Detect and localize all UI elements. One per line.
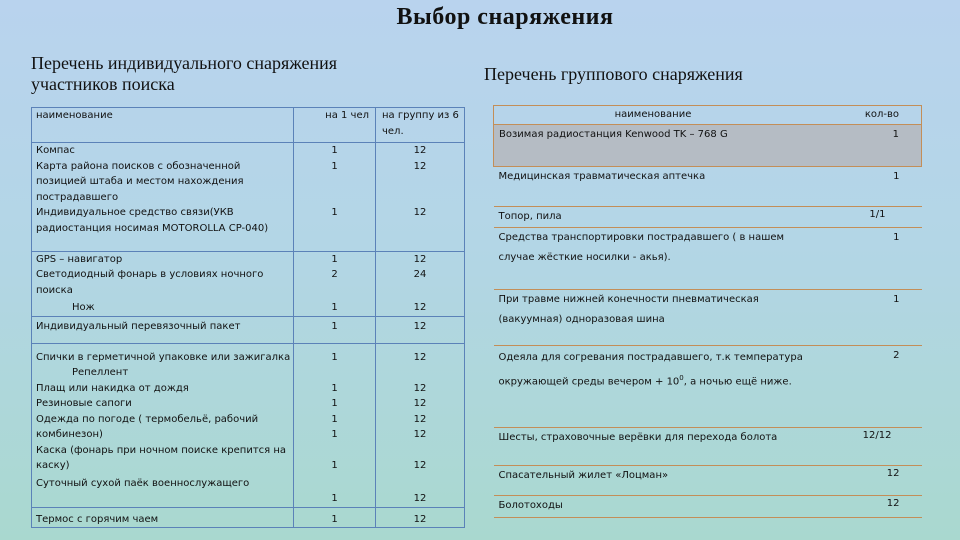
item-per-person: 1 xyxy=(294,316,376,343)
table-header-row xyxy=(32,108,465,143)
item-per-group: 12 xyxy=(413,460,427,471)
table-row xyxy=(494,228,922,290)
item-qty: 1 xyxy=(809,167,922,207)
item-per-person: 1 xyxy=(331,302,338,313)
item-per-person: 1 xyxy=(331,160,338,172)
item-name: Спасательный жилет «Лоцман» xyxy=(494,466,810,496)
item-per-group: 12 xyxy=(413,382,427,394)
item-per-person: 1 xyxy=(331,429,338,440)
item-qty: 12/12 xyxy=(809,428,922,466)
table-row xyxy=(494,207,922,228)
table-row xyxy=(32,343,465,507)
item-name: Плащ или накидка от дождя xyxy=(36,382,189,394)
individual-gear-table xyxy=(31,107,465,528)
item-per-group: 12 xyxy=(413,429,427,440)
item-name: Суточный сухой паёк военнослужащего xyxy=(36,477,250,489)
item-name: Одежда по погоде ( термобельё, рабочий комбинезон) xyxy=(36,413,259,440)
item-per-person: 1 xyxy=(331,460,338,471)
table-row xyxy=(494,346,922,428)
item-name: Шесты, страховочные верёвки для перехода болота xyxy=(494,428,810,466)
item-name: Компас xyxy=(36,145,75,156)
table-row xyxy=(494,167,922,207)
item-per-group: 24 xyxy=(413,269,427,280)
item-qty: 2 xyxy=(809,346,922,428)
item-per-group: 12 xyxy=(413,253,427,265)
item-name: Одеяла для согревания пострадавшего, т.к температура окружающей среды вечером + $10^0$, а ночью ещё ниже. xyxy=(494,346,810,428)
item-per-group: 12 xyxy=(413,413,427,425)
item-per-person: 1 xyxy=(331,382,338,394)
table-row xyxy=(32,143,465,252)
item-per-group: 12 xyxy=(413,398,427,409)
item-per-person: 1 xyxy=(294,507,376,528)
item-per-person: 1 xyxy=(331,253,338,265)
item-name: Термос с горячим чаем xyxy=(32,507,294,528)
table-row xyxy=(494,496,922,518)
item-name: Возимая радиостанция Kenwood TK – 768 G xyxy=(494,125,810,167)
table-row xyxy=(494,290,922,346)
group-gear-table xyxy=(493,105,922,518)
item-per-group: 12 xyxy=(376,316,465,343)
item-name: Средства транспортировки пострадавшего ( в нашем случае жёсткие носилки - акья). xyxy=(494,228,810,290)
item-name: Индивидуальный перевязочный пакет xyxy=(32,316,294,343)
item-per-person: 1 xyxy=(331,206,338,218)
item-name: Медицинская травматическая аптечка xyxy=(494,167,810,207)
table-row xyxy=(32,316,465,343)
header-qty: кол-во xyxy=(809,106,922,125)
item-name: Резиновые сапоги xyxy=(36,398,132,409)
page-title: Выбор снаряжения xyxy=(396,4,614,30)
item-name: При травме нижней конечности пневматическая (вакуумная) одноразовая шина xyxy=(494,290,810,346)
item-per-person: 1 xyxy=(331,398,338,409)
item-qty: 1 xyxy=(809,125,922,167)
item-per-group: 12 xyxy=(413,351,427,363)
item-qty: 12 xyxy=(809,466,922,496)
item-per-person: 1 xyxy=(331,493,338,504)
item-name: Каска (фонарь при ночном поиске крепится на каску) xyxy=(36,444,287,471)
item-name: Индивидуальное средство связи(УКВ радиостанция носимая MOTOROLLA CP-040) xyxy=(36,207,269,234)
item-per-person: 2 xyxy=(331,269,338,280)
item-name: Нож xyxy=(72,302,95,313)
item-per-group: 12 xyxy=(413,160,427,172)
item-name: Болотоходы xyxy=(494,496,810,518)
item-name: Карта района поисков с обозначенной позицией штаба и местом нахождения пострадавшего xyxy=(36,160,244,203)
item-per-group: 12 xyxy=(413,302,427,313)
table-row xyxy=(32,251,465,316)
item-per-group: 12 xyxy=(413,206,427,218)
table-header-row xyxy=(494,106,922,125)
item-per-person: 1 xyxy=(331,413,338,425)
individual-gear-heading: Перечень индивидуального снаряжения участников поиска xyxy=(31,53,338,94)
table-row xyxy=(494,125,922,167)
table-row xyxy=(32,507,465,528)
item-name: Светодиодный фонарь в условиях ночного поиска xyxy=(36,269,264,296)
item-name: Спички в герметичной упаковке или зажигалка xyxy=(36,351,291,363)
item-qty: 12 xyxy=(809,496,922,518)
item-name: GPS – навигатор xyxy=(36,253,123,265)
item-per-group: 12 xyxy=(413,493,427,504)
table-row xyxy=(494,466,922,496)
header-per-person: на 1 чел xyxy=(294,108,376,143)
item-qty: 1 xyxy=(809,290,922,346)
item-per-person: 1 xyxy=(331,351,338,363)
item-per-group: 12 xyxy=(376,507,465,528)
header-name: наименование xyxy=(494,106,810,125)
table-row xyxy=(494,428,922,466)
item-name: Топор, пила xyxy=(494,207,810,228)
header-name: наименование xyxy=(32,108,294,143)
group-gear-heading: Перечень группового снаряжения xyxy=(484,64,743,84)
item-qty: 1/1 xyxy=(809,207,922,228)
item-per-group: 12 xyxy=(413,145,427,156)
item-per-person: 1 xyxy=(331,145,338,156)
header-per-group: на группу из 6 чел. xyxy=(376,108,465,143)
item-qty: 1 xyxy=(809,228,922,290)
item-name: Репеллент xyxy=(72,367,129,378)
